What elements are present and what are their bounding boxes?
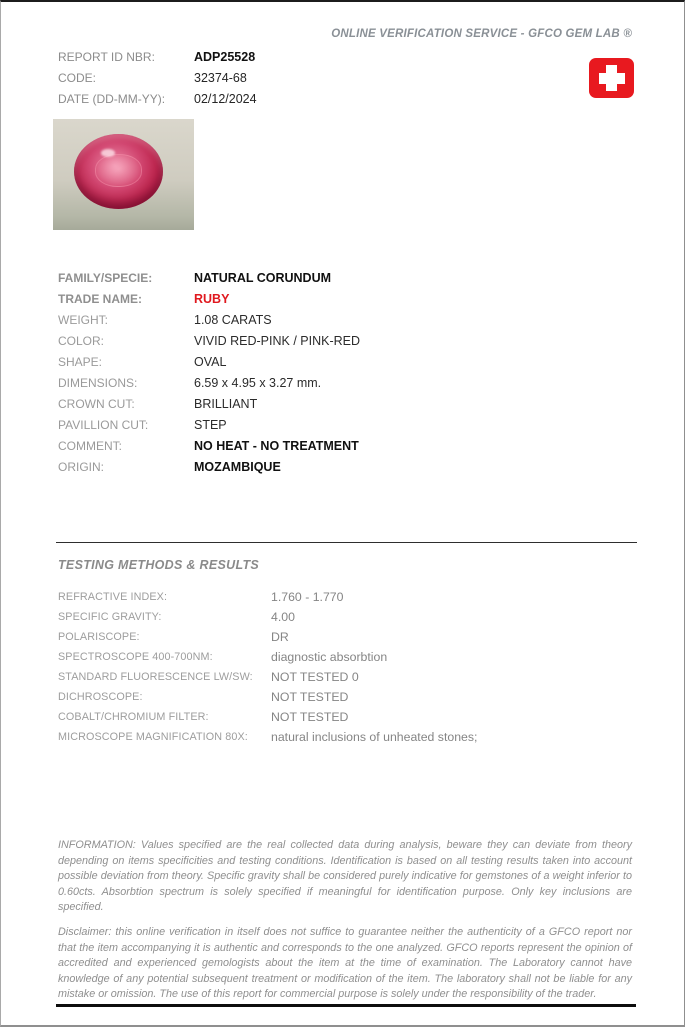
bottom-rule-line [56, 1004, 636, 1007]
pavillion-cut-value: STEP [194, 417, 227, 432]
ruby-gemstone-image [74, 134, 163, 209]
family-specie-value: NATURAL CORUNDUM [194, 270, 332, 285]
gem-table-facet [95, 154, 141, 187]
date-value: 02/12/2024 [194, 91, 257, 106]
report-id-label: REPORT ID NBR: [58, 49, 155, 64]
gem-details-table [58, 267, 360, 477]
service-title: ONLINE VERIFICATION SERVICE - GFCO GEM LAB ® [331, 28, 632, 40]
trade-name-label: TRADE NAME: [58, 291, 142, 306]
swiss-flag-icon [589, 58, 634, 98]
polariscope-label: POLARISCOPE: [58, 631, 140, 643]
information-paragraph: INFORMATION: Values specified are the real collected data during analysis, beware they can deviate from theory depending on items specificities and testing conditions. Identification is based on all testing results taken into account possible deviation from theory. Specific gravity shall be considered purely indicative for gemstones of a weight inferior to 0.60cts. Absorbtion spectrum is solely specified if meaningful for identification purpose. Only key inclusions are specified. [58, 839, 632, 914]
swiss-cross-horizontal-bar [599, 73, 625, 84]
shape-value: OVAL [194, 354, 227, 369]
section-divider-line [56, 542, 637, 543]
color-value: VIVID RED-PINK / PINK-RED [194, 333, 360, 348]
testing-results-table [58, 587, 477, 747]
spectroscope-label: SPECTROSCOPE 400-700NM: [58, 651, 213, 663]
polariscope-value: DR [271, 630, 289, 644]
gem-highlight [101, 149, 115, 157]
pavillion-cut-label: PAVILLION CUT: [58, 417, 149, 432]
disclaimer-paragraph: Disclaimer: this online verification in itself does not suffice to guarantee neither the authenticity of a GFCO report nor that the item accompanying it is authentic and corresponds to the one analyzed. GFCO reports represent the opinion of accredited and experienced gemologists about the item at the time of examination. The Laboratory cannot have knowledge of any potential subsequent treatment or modification of the item. The laboratory shall not be liable for any mistake or omission. The use of this report for commercial purpose is solely under the responsibility of the trader. [58, 926, 632, 1001]
dimensions-label: DIMENSIONS: [58, 375, 138, 390]
shape-label: SHAPE: [58, 354, 103, 369]
dichroscope-value: NOT TESTED [271, 690, 349, 704]
comment-value: NO HEAT - NO TREATMENT [194, 438, 359, 453]
date-label: DATE (DD-MM-YY): [58, 91, 166, 106]
gem-photo [53, 119, 194, 230]
spectroscope-value: diagnostic absorbtion [271, 650, 388, 664]
code-label: CODE: [58, 70, 97, 85]
origin-label: ORIGIN: [58, 459, 105, 474]
cobalt-chromium-filter-value: NOT TESTED [271, 710, 349, 724]
testing-section-title: TESTING METHODS & RESULTS [58, 558, 260, 572]
cobalt-chromium-filter-label: COBALT/CHROMIUM FILTER: [58, 711, 209, 723]
refractive-index-label: REFRACTIVE INDEX: [58, 591, 168, 603]
specific-gravity-label: SPECIFIC GRAVITY: [58, 611, 162, 623]
code-value: 32374-68 [194, 70, 247, 85]
fluorescence-value: NOT TESTED 0 [271, 670, 359, 684]
microscope-label: MICROSCOPE MAGNIFICATION 80X: [58, 731, 248, 743]
report-id-value: ADP25528 [194, 49, 256, 64]
refractive-index-value: 1.760 - 1.770 [271, 590, 344, 604]
origin-value: MOZAMBIQUE [194, 459, 281, 474]
trade-name-value: RUBY [194, 291, 230, 306]
weight-value: 1.08 CARATS [194, 312, 272, 327]
fluorescence-label: STANDARD FLUORESCENCE LW/SW: [58, 671, 253, 683]
weight-label: WEIGHT: [58, 312, 108, 327]
dichroscope-label: DICHROSCOPE: [58, 691, 143, 703]
crown-cut-label: CROWN CUT: [58, 396, 135, 411]
report-meta-table [58, 46, 257, 109]
microscope-value: natural inclusions of unheated stones; [271, 730, 478, 744]
specific-gravity-value: 4.00 [271, 610, 295, 624]
dimensions-value: 6.59 x 4.95 x 3.27 mm. [194, 375, 322, 390]
comment-label: COMMENT: [58, 438, 122, 453]
family-specie-label: FAMILY/SPECIE: [58, 270, 153, 285]
color-label: COLOR: [58, 333, 105, 348]
crown-cut-value: BRILLIANT [194, 396, 258, 411]
